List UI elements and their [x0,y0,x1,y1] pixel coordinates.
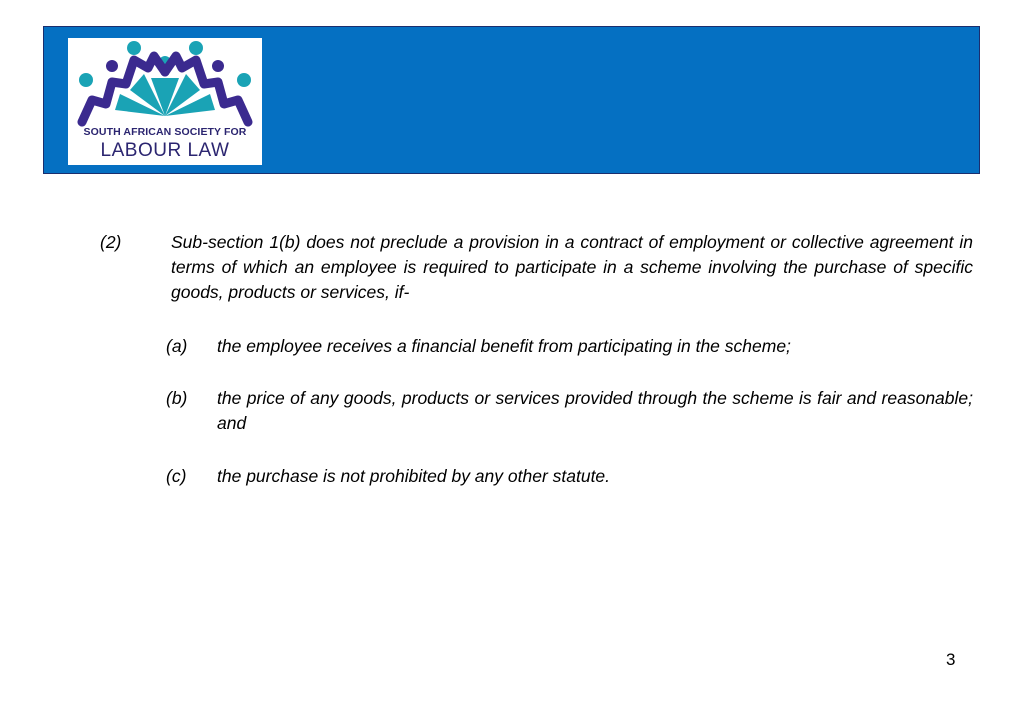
subclause-c-text: the purchase is not prohibited by any other statute. [217,466,611,486]
subclause-c-label: (c) [166,466,187,486]
logo-line-2: LABOUR LAW [100,140,230,161]
subclause-b-text: the price of any goods, products or services provided through the scheme is fair and reasonable; and [217,388,973,433]
page-number: 3 [946,650,956,669]
subclause-b-label: (b) [166,388,188,408]
subclause-a-text: the employee receives a financial benefit from participating in the scheme; [217,336,791,356]
clause-text: Sub-section 1(b) does not preclude a provision in a contract of employment or collective agreement in terms of which an employee is required to participate in a scheme involving the purchase of specific goods, products or services, if- [171,232,973,302]
clause-number: (2) [100,232,122,252]
logo-line-1: SOUTH AFRICAN SOCIETY FOR [83,126,247,138]
subclause-a-label: (a) [166,336,188,356]
